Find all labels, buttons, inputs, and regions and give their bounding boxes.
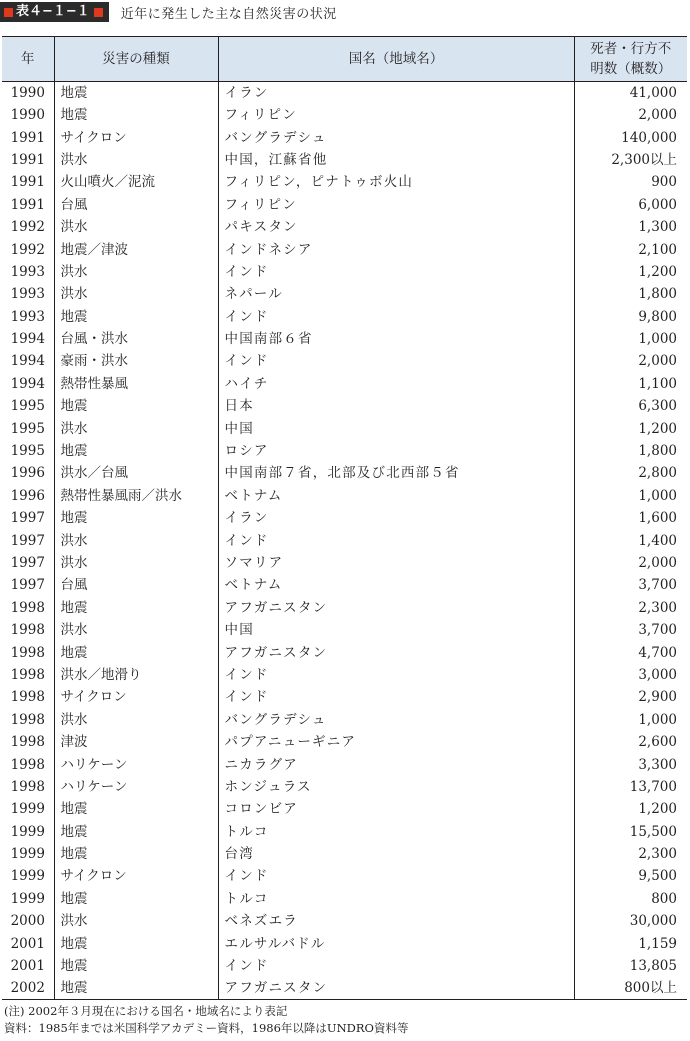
cell-casualties: 800 — [574, 888, 687, 910]
cell-casualties: 13,700 — [574, 776, 687, 798]
table-row — [2, 641, 687, 663]
cell-disaster-type: 台風・洪水 — [54, 328, 218, 350]
cell-disaster-type: 地震 — [54, 955, 218, 977]
cell-year: 1998 — [10, 666, 45, 683]
cell-year: 1997 — [10, 555, 45, 571]
cell-year: 2000 — [10, 913, 45, 930]
table-row — [2, 507, 687, 529]
cell-year: 1998 — [10, 756, 45, 773]
cell-disaster-type: 地震 — [54, 82, 218, 105]
cell-country: アフガニスタン — [218, 641, 574, 663]
cell-casualties: 2,000 — [574, 350, 687, 372]
cell-disaster-type: 地震 — [54, 888, 218, 910]
header-country: 国名（地域名） — [218, 37, 574, 82]
cell-casualties: 1,800 — [574, 283, 687, 305]
cell-casualties: 2,600 — [574, 731, 687, 753]
cell-disaster-type: 洪水 — [54, 709, 218, 731]
cell-disaster-type: 洪水 — [54, 283, 218, 305]
cell-casualties: 1,200 — [574, 798, 687, 820]
table-row — [2, 149, 687, 171]
cell-casualties: 2,800 — [574, 462, 687, 484]
cell-year: 1999 — [10, 801, 45, 818]
cell-casualties: 41,000 — [574, 82, 687, 105]
cell-year: 1999 — [10, 868, 45, 885]
cell-country: インド — [218, 664, 574, 686]
cell-year: 1996 — [10, 487, 45, 504]
header-casualties — [574, 37, 687, 82]
cell-disaster-type: 地震 — [54, 641, 218, 663]
table-title — [0, 0, 690, 24]
cell-country: 中国，江蘇省他 — [218, 149, 574, 171]
cell-disaster-type: 地震 — [54, 798, 218, 820]
cell-year: 1995 — [10, 398, 45, 415]
cell-disaster-type: 洪水 — [54, 910, 218, 932]
cell-country: 日本 — [218, 395, 574, 417]
table-row — [2, 910, 687, 932]
cell-year: 1997 — [10, 577, 45, 594]
cell-disaster-type: 洪水 — [54, 552, 218, 574]
cell-disaster-type: 台風 — [54, 194, 218, 216]
cell-casualties: 1,200 — [574, 417, 687, 439]
cell-year: 1999 — [10, 823, 45, 840]
cell-country: インド — [218, 686, 574, 708]
cell-country: ネパール — [218, 283, 574, 305]
table-row — [2, 328, 687, 350]
cell-disaster-type: 洪水 — [54, 529, 218, 551]
cell-casualties: 9,800 — [574, 306, 687, 328]
table-row — [2, 619, 687, 641]
cell-year: 1995 — [10, 420, 45, 437]
cell-country: インド — [218, 261, 574, 283]
cell-country: ホンジュラス — [218, 776, 574, 798]
table-header — [2, 37, 687, 82]
cell-disaster-type: 洪水／地滑り — [54, 664, 218, 686]
cell-year: 1995 — [10, 443, 45, 460]
table-row — [2, 395, 687, 417]
table-row — [2, 664, 687, 686]
cell-disaster-type: 台風 — [54, 574, 218, 596]
cell-year: 1991 — [10, 129, 45, 146]
cell-disaster-type: 地震 — [54, 395, 218, 417]
cell-disaster-type: 洪水 — [54, 261, 218, 283]
cell-year: 1999 — [10, 890, 45, 907]
table-row — [2, 126, 687, 148]
table-body — [2, 82, 687, 1000]
table-row — [2, 194, 687, 216]
cell-year: 1998 — [10, 734, 45, 751]
cell-casualties: 1,159 — [574, 932, 687, 954]
cell-country: インド — [218, 529, 574, 551]
cell-year: 1992 — [10, 241, 45, 258]
header-year: 年 — [2, 37, 54, 82]
table-row — [2, 776, 687, 798]
header-casualties-line2: 明数（概数） — [590, 61, 672, 77]
cell-country: トルコ — [218, 888, 574, 910]
cell-year: 1999 — [10, 846, 45, 863]
cell-casualties: 1,000 — [574, 709, 687, 731]
cell-year: 1992 — [10, 219, 45, 236]
cell-year: 1990 — [10, 85, 45, 101]
cell-disaster-type: 地震／津波 — [54, 238, 218, 260]
cell-casualties: 6,300 — [574, 395, 687, 417]
cell-year: 2001 — [10, 935, 45, 952]
table-row — [2, 261, 687, 283]
table-row — [2, 373, 687, 395]
cell-casualties: 1,300 — [574, 216, 687, 238]
cell-casualties: 30,000 — [574, 910, 687, 932]
cell-casualties: 9,500 — [574, 865, 687, 887]
table-row — [2, 731, 687, 753]
cell-casualties: 800以上 — [574, 977, 687, 1000]
source-text: 資料：1985年までは米国科学アカデミー資料，1986年以降はUNDRO資料等 — [4, 1021, 409, 1035]
table-row — [2, 306, 687, 328]
cell-year: 1993 — [10, 286, 45, 303]
table-row — [2, 821, 687, 843]
cell-year: 1991 — [10, 196, 45, 213]
table-row — [2, 709, 687, 731]
cell-year: 1994 — [10, 375, 45, 392]
cell-casualties: 1,400 — [574, 529, 687, 551]
cell-year: 1990 — [10, 107, 45, 124]
cell-country: トルコ — [218, 821, 574, 843]
table-row — [2, 440, 687, 462]
cell-casualties: 2,000 — [574, 104, 687, 126]
cell-country: アフガニスタン — [218, 597, 574, 619]
table-row — [2, 955, 687, 977]
cell-disaster-type: 洪水 — [54, 417, 218, 439]
cell-casualties: 900 — [574, 171, 687, 193]
cell-country: パプアニューギニア — [218, 731, 574, 753]
table-row — [2, 238, 687, 260]
cell-casualties: 1,000 — [574, 485, 687, 507]
cell-country: インド — [218, 306, 574, 328]
cell-disaster-type: 地震 — [54, 440, 218, 462]
table-row — [2, 888, 687, 910]
table-row — [2, 977, 687, 1000]
cell-casualties: 1,800 — [574, 440, 687, 462]
cell-disaster-type: 豪雨・洪水 — [54, 350, 218, 372]
cell-disaster-type: 地震 — [54, 977, 218, 1000]
table-row — [2, 350, 687, 372]
cell-country: 中国 — [218, 619, 574, 641]
cell-casualties: 3,700 — [574, 574, 687, 596]
cell-disaster-type: 火山噴火／泥流 — [54, 171, 218, 193]
cell-disaster-type: 地震 — [54, 507, 218, 529]
cell-country: 中国南部７省，北部及び北西部５省 — [218, 462, 574, 484]
square-marker-icon — [4, 8, 13, 17]
cell-country: ニカラグア — [218, 753, 574, 775]
cell-casualties: 2,300 — [574, 597, 687, 619]
header-casualties-line1: 死者・行方不 — [590, 41, 672, 57]
cell-year: 2001 — [10, 958, 45, 975]
table-row — [2, 104, 687, 126]
cell-casualties: 2,300 — [574, 843, 687, 865]
cell-casualties: 1,600 — [574, 507, 687, 529]
cell-disaster-type: 地震 — [54, 597, 218, 619]
table-row — [2, 597, 687, 619]
cell-country: ベネズエラ — [218, 910, 574, 932]
header-disaster-type: 災害の種類 — [54, 37, 218, 82]
cell-country: エルサルバドル — [218, 932, 574, 954]
cell-year: 1997 — [10, 532, 45, 549]
cell-year: 1993 — [10, 263, 45, 280]
cell-year: 1998 — [10, 622, 45, 639]
cell-country: インド — [218, 350, 574, 372]
table-row — [2, 171, 687, 193]
cell-disaster-type: サイクロン — [54, 126, 218, 148]
table-row — [2, 843, 687, 865]
cell-disaster-type: サイクロン — [54, 865, 218, 887]
cell-disaster-type: ハリケーン — [54, 776, 218, 798]
cell-country: 台湾 — [218, 843, 574, 865]
cell-disaster-type: 熱帯性暴風 — [54, 373, 218, 395]
cell-year: 1998 — [10, 599, 45, 616]
cell-country: ハイチ — [218, 373, 574, 395]
table-title-text: 近年に発生した主な自然災害の状況 — [120, 6, 337, 22]
cell-disaster-type: 地震 — [54, 843, 218, 865]
cell-year: 1996 — [10, 465, 45, 482]
cell-country: フィリピン — [218, 104, 574, 126]
cell-casualties: 3,700 — [574, 619, 687, 641]
cell-country: イラン — [218, 82, 574, 105]
cell-country: インドネシア — [218, 238, 574, 260]
cell-disaster-type: 洪水 — [54, 149, 218, 171]
cell-disaster-type: 津波 — [54, 731, 218, 753]
cell-country: 中国 — [218, 417, 574, 439]
table-row — [2, 798, 687, 820]
cell-country: パキスタン — [218, 216, 574, 238]
cell-year: 1993 — [10, 308, 45, 325]
table-number-text: 表４−１−１ — [16, 4, 90, 19]
cell-disaster-type: 地震 — [54, 821, 218, 843]
table-row — [2, 485, 687, 507]
cell-country: フィリピン — [218, 194, 574, 216]
note-text: (注) 2002年３月現在における国名・地域名により表記 — [4, 1004, 288, 1018]
cell-disaster-type: 洪水 — [54, 619, 218, 641]
cell-casualties: 2,000 — [574, 552, 687, 574]
cell-year: 1991 — [10, 151, 45, 168]
cell-casualties: 6,000 — [574, 194, 687, 216]
cell-casualties: 4,700 — [574, 641, 687, 663]
cell-casualties: 2,300以上 — [574, 149, 687, 171]
cell-country: バングラデシュ — [218, 709, 574, 731]
cell-country: インド — [218, 865, 574, 887]
cell-disaster-type: 地震 — [54, 104, 218, 126]
cell-country: アフガニスタン — [218, 977, 574, 1000]
square-marker-icon — [94, 8, 103, 17]
cell-country: ロシア — [218, 440, 574, 462]
cell-casualties: 15,500 — [574, 821, 687, 843]
cell-year: 1994 — [10, 331, 45, 348]
cell-country: コロンビア — [218, 798, 574, 820]
table-row — [2, 753, 687, 775]
cell-casualties: 3,000 — [574, 664, 687, 686]
table-row — [2, 932, 687, 954]
cell-disaster-type: 地震 — [54, 306, 218, 328]
cell-country: ベトナム — [218, 574, 574, 596]
table-row — [2, 216, 687, 238]
cell-year: 1994 — [10, 353, 45, 370]
cell-casualties: 1,100 — [574, 373, 687, 395]
table-row — [2, 574, 687, 596]
cell-casualties: 2,900 — [574, 686, 687, 708]
cell-country: インド — [218, 955, 574, 977]
cell-country: ベトナム — [218, 485, 574, 507]
cell-year: 1998 — [10, 644, 45, 661]
cell-country: ソマリア — [218, 552, 574, 574]
table-notes — [4, 1003, 688, 1037]
cell-disaster-type: 地震 — [54, 932, 218, 954]
table-row — [2, 865, 687, 887]
table-row — [2, 462, 687, 484]
disaster-table — [2, 36, 687, 1000]
cell-casualties: 2,100 — [574, 238, 687, 260]
cell-year: 1997 — [10, 510, 45, 527]
cell-country: バングラデシュ — [218, 126, 574, 148]
cell-casualties: 3,300 — [574, 753, 687, 775]
table-row — [2, 283, 687, 305]
table-row — [2, 552, 687, 574]
cell-country: 中国南部６省 — [218, 328, 574, 350]
cell-year: 1998 — [10, 689, 45, 706]
table-row — [2, 529, 687, 551]
cell-country: フィリピン，ピナトゥボ火山 — [218, 171, 574, 193]
cell-casualties: 1,000 — [574, 328, 687, 350]
cell-country: イラン — [218, 507, 574, 529]
cell-year: 2002 — [2, 977, 54, 1000]
cell-casualties: 1,200 — [574, 261, 687, 283]
table-number-label — [0, 2, 109, 22]
cell-casualties: 13,805 — [574, 955, 687, 977]
cell-disaster-type: ハリケーン — [54, 753, 218, 775]
cell-year: 1998 — [10, 778, 45, 795]
cell-year: 1998 — [10, 711, 45, 728]
cell-disaster-type: 洪水 — [54, 216, 218, 238]
table-row — [2, 417, 687, 439]
cell-casualties: 140,000 — [574, 126, 687, 148]
cell-year: 1991 — [10, 174, 45, 191]
table-row — [2, 82, 687, 105]
cell-disaster-type: サイクロン — [54, 686, 218, 708]
table-row — [2, 686, 687, 708]
cell-disaster-type: 洪水／台風 — [54, 462, 218, 484]
cell-disaster-type: 熱帯性暴風雨／洪水 — [54, 485, 218, 507]
